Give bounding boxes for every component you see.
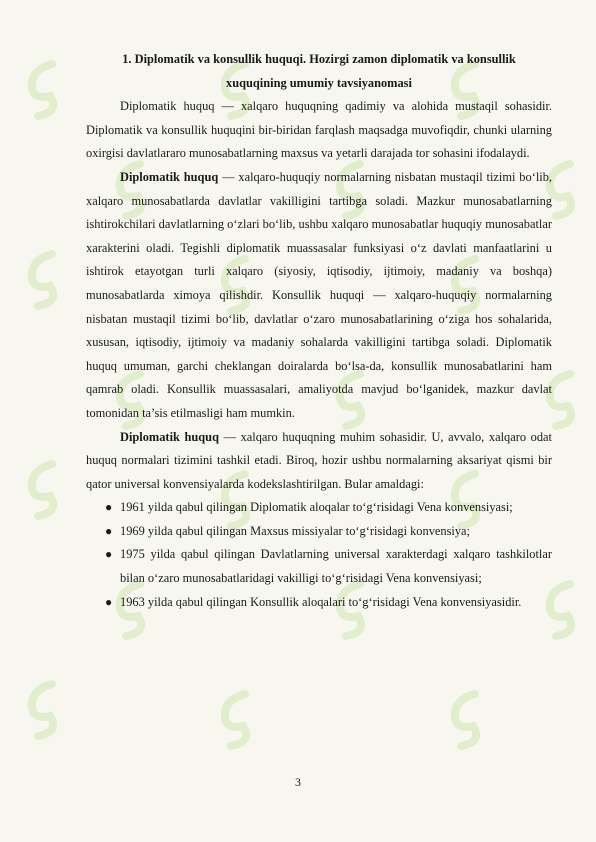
page-number: 3 [295,775,301,789]
watermark-logo-icon [22,460,66,520]
bullet-icon: ● [105,500,113,515]
term-diplomatik-huquq: Diplomatik huquq [120,429,219,444]
paragraph-3 [86,426,552,497]
paragraph-3-text: — xalqaro huquqning muhim sohasidir. U, avvalo, xalqaro odat huquq normalari tizimini tashkil etadi. Biroq, hozir ushbu normalarning aksariyat qismi bir qator universal konvensiyalarda kodekslashtirilgan. Bular amaldagi: [86,429,552,491]
watermark-logo-icon [22,680,66,740]
list-item [86,520,552,544]
list-item [86,543,552,590]
list-item [86,591,552,615]
list-item-text: 1975 yilda qabul qilingan Davlatlarning universal xarakterdagi xalqaro tashkilotlar bilan o‘zaro munosabatlaridagi vakilligi to‘g‘risidagi Vena konvensiyasi; [120,547,552,586]
list-item [86,496,552,520]
bullet-icon: ● [105,523,113,538]
section-heading [86,48,552,95]
heading-line-1: 1. Diplomatik va konsullik huquqi. Hozirgi zamon diplomatik va konsullik [122,52,516,66]
conventions-list [86,496,552,614]
watermark-logo-icon [22,250,66,310]
watermark-logo-icon [215,690,259,750]
list-item-text: 1961 yilda qabul qilingan Diplomatik aloqalar to‘g‘risidagi Vena konvensiyasi; [120,500,513,515]
bullet-icon: ● [105,547,113,562]
paragraph-2-text: — xalqaro-huquqiy normalarning nisbatan mustaqil tizimi bo‘lib, xalqaro munosabatlarda davlatlar vakilligini tartibga soladi. Mazkur munosabatlarning ishtirokchilari davlatlarning o‘zlari bo‘lib, ushbu xalqaro munosabatlar huquqiy munosabatlar xarakterini oladi. Tegishli diplomatik muassasalar funksiyasi o‘z davlati manfaatlarini u ishtirok etayotgan turli xalqaro (siyosiy, iqtisodiy, ijtimoiy, madaniy va boshqa) munosabatlarda ximoya qilishdir. Konsullik huquqi — xalqaro-huquqiy normalarning nisbatan mustaqil tizimi bo‘lib, davlatlar o‘zaro munosabatlarining o‘ziga hos sohalarida, xususan, iqtisodiy, ijtimoiy va madaniy sohalarda vakilligini tartibga soladi. Diplomatik huquq umuman, garchi cheklangan doiralarda bo‘lsa-da, konsullik munosabatlarini ham qamrab oladi. Konsullik muassasalari, amaliyotda mavjud bo‘lganidek, mazkur davlat tomonidan ta’sis etilmasligi ham mumkin. [86,169,552,420]
heading-line-2: xuquqining umumiy tavsiyanomasi [226,75,412,90]
paragraph-2 [86,166,552,426]
list-item-text: 1969 yilda qabul qilingan Maxsus missiyalar to‘g‘risidagi konvensiya; [120,523,470,538]
list-item-text: 1963 yilda qabul qilingan Konsullik aloqalari to‘g‘risidagi Vena konvensiyasidir. [120,594,522,609]
term-diplomatik-huquq: Diplomatik huquq [120,169,219,184]
bullet-icon: ● [105,594,113,609]
document-body [86,48,552,614]
paragraph-1: Diplomatik huquq — xalqaro huquqning qadimiy va alohida mustaqil sohasidir. Diplomatik va konsullik huquqini bir-biridan farqlash maqsadga muvofiqdir, chunki ularning oxirgisi davlatlararo munosabatlarning maxsus va yetarli darajada tor sohasini ifodalaydi. [86,99,552,161]
watermark-logo-icon [445,690,489,750]
watermark-logo-icon [22,60,66,120]
